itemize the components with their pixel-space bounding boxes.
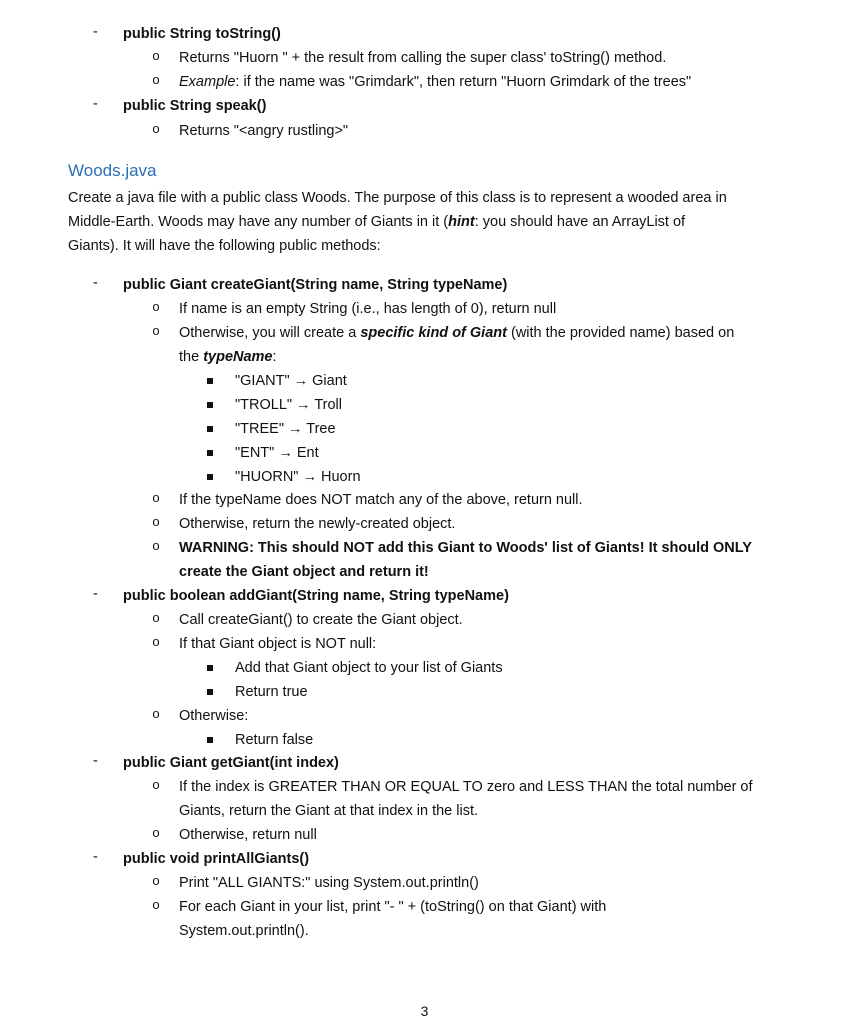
section-heading-woods: Woods.java: [68, 161, 157, 180]
hint-label: hint: [448, 214, 475, 230]
creategiant-specific-kind: [179, 323, 734, 343]
dash-bullet: -: [93, 753, 98, 769]
example-text: : if the name was "Grimdark", then return "Huorn Grimdark of the trees": [235, 74, 692, 90]
emphasis: typeName: [203, 349, 273, 365]
dash-bullet: -: [93, 849, 98, 865]
square-bullet: [207, 378, 213, 384]
dash-bullet: -: [93, 96, 98, 112]
type-mapping-huorn: "HUORN" → Huorn: [235, 469, 361, 485]
circle-bullet: o: [152, 706, 160, 721]
method-signature-getgiant: public Giant getGiant(int index): [123, 755, 339, 771]
printall-header: Print "ALL GIANTS:" using System.out.println(): [179, 875, 479, 891]
type-mapping-troll: "TROLL" → Troll: [235, 397, 342, 413]
circle-bullet: o: [152, 514, 160, 529]
addgiant-not-null: If that Giant object is NOT null:: [179, 636, 377, 652]
tostring-return-desc: Returns "Huorn " + the result from calling the super class' toString() method.: [179, 50, 667, 66]
square-bullet: [207, 474, 213, 480]
type-mapping-giant: "GIANT" → Giant: [235, 373, 347, 389]
type-mapping-ent: "ENT" → Ent: [235, 445, 319, 461]
creategiant-return-object: Otherwise, return the newly-created object.: [179, 516, 456, 532]
circle-bullet: o: [152, 634, 160, 649]
addgiant-call-create: Call createGiant() to create the Giant object.: [179, 612, 463, 628]
method-signature-creategiant: public Giant createGiant(String name, String typeName): [123, 277, 508, 293]
method-signature-printallgiants: public void printAllGiants(): [123, 851, 310, 867]
circle-bullet: o: [152, 825, 160, 840]
intro-line-1: Create a java file with a public class Woods. The purpose of this class is to represent a wooded area in: [68, 190, 727, 206]
printall-each-line-2: System.out.println().: [179, 923, 309, 939]
example-label: Example: [179, 74, 236, 90]
circle-bullet: o: [152, 610, 160, 625]
creategiant-empty-name: If name is an empty String (i.e., has length of 0), return null: [179, 301, 557, 317]
emphasis: specific kind of Giant: [360, 325, 507, 341]
addgiant-add-to-list: Add that Giant object to your list of Giants: [235, 660, 503, 676]
text: the: [179, 349, 204, 365]
intro-line-2: [68, 212, 685, 232]
getgiant-return-null: Otherwise, return null: [179, 827, 317, 843]
square-bullet: [207, 450, 213, 456]
square-bullet: [207, 737, 213, 743]
dash-bullet: -: [93, 275, 98, 291]
dash-bullet: -: [93, 586, 98, 602]
text: (with the provided name) based on: [506, 325, 735, 341]
addgiant-otherwise: Otherwise:: [179, 708, 249, 724]
method-signature-addgiant: public boolean addGiant(String name, String typeName): [123, 588, 509, 604]
circle-bullet: o: [152, 48, 160, 63]
intro-line-3: Giants). It will have the following public methods:: [68, 238, 381, 254]
circle-bullet: o: [152, 777, 160, 792]
page-number: 3: [420, 1003, 429, 1019]
square-bullet: [207, 689, 213, 695]
circle-bullet: o: [152, 873, 160, 888]
creategiant-no-match: If the typeName does NOT match any of the above, return null.: [179, 492, 583, 508]
type-mapping-tree: "TREE" → Tree: [235, 421, 336, 437]
circle-bullet: o: [152, 72, 160, 87]
method-signature-speak: public String speak(): [123, 98, 267, 114]
dash-bullet: -: [93, 24, 98, 40]
creategiant-typename: [179, 347, 277, 367]
getgiant-index-range-line-2: Giants, return the Giant at that index in the list.: [179, 803, 479, 819]
speak-return-desc: Returns "<angry rustling>": [179, 123, 349, 139]
square-bullet: [207, 665, 213, 671]
circle-bullet: o: [152, 897, 160, 912]
tostring-example: [179, 72, 691, 92]
text: Otherwise, you will create a: [179, 325, 361, 341]
circle-bullet: o: [152, 323, 160, 338]
addgiant-return-true: Return true: [235, 684, 308, 700]
square-bullet: [207, 402, 213, 408]
intro-text: Middle-Earth. Woods may have any number of Giants in it (: [68, 214, 449, 230]
text: :: [272, 349, 277, 365]
printall-each-line-1: For each Giant in your list, print "- " + (toString() on that Giant) with: [179, 899, 607, 915]
creategiant-warning-line-2: create the Giant object and return it!: [179, 564, 429, 580]
circle-bullet: o: [152, 299, 160, 314]
getgiant-index-range-line-1: If the index is GREATER THAN OR EQUAL TO zero and LESS THAN the total number of: [179, 779, 753, 795]
square-bullet: [207, 426, 213, 432]
circle-bullet: o: [152, 538, 160, 553]
creategiant-warning-line-1: WARNING: This should NOT add this Giant to Woods' list of Giants! It should ONLY: [179, 540, 752, 556]
circle-bullet: o: [152, 121, 160, 136]
method-signature-tostring: public String toString(): [123, 26, 281, 42]
intro-text: : you should have an ArrayList of: [474, 214, 686, 230]
circle-bullet: o: [152, 490, 160, 505]
addgiant-return-false: Return false: [235, 732, 314, 748]
